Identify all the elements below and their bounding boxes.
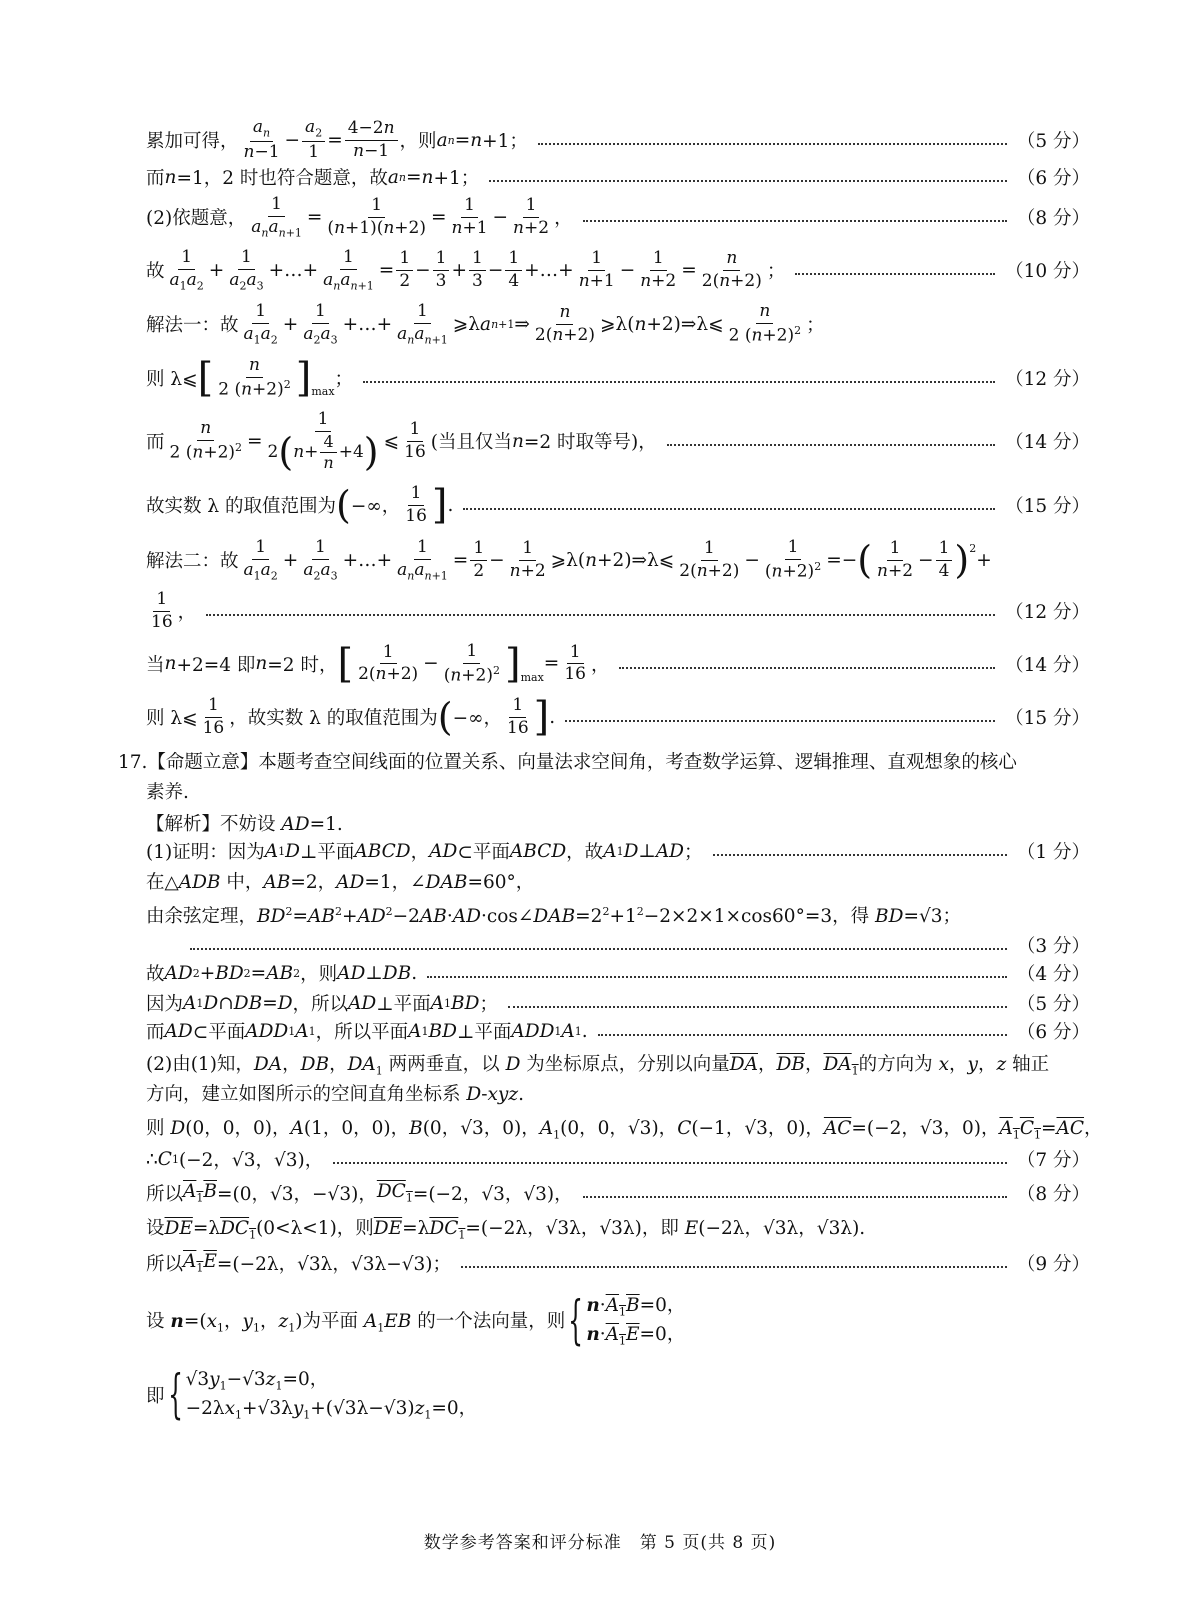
answer-line-25: 则 D(0，0，0)，A(1，0，0)，B(0，√3，0)，$A_1(0$，0，√3)，C(−1，√3，0)，$\overline{AC}=(-2$，√3，0)，$A_1C_1=\overline{AC}$，	[146, 1118, 1103, 1142]
score-label: （6 分）	[1016, 168, 1090, 189]
answer-line-18: 由余弦定理，$BD^2=AB^2+AD^2-2AB\cdot AD\cdot\cos\angle DAB=2^2+1^2-2\times 2\times 1\times\cos 60^\circ=3$，得 BD=√3；	[146, 904, 961, 927]
leader-dots	[565, 720, 995, 722]
leader-dots	[619, 667, 995, 669]
score-label: （3 分）	[1016, 936, 1090, 957]
answer-line-21: 因为 A 1 D ∩ DB = D ，所以 AD ⊥平面 A 1 BD ； （5 分）	[146, 990, 1090, 1016]
score-label: （15 分）	[1005, 708, 1090, 730]
answer-line-29: 所以 $A_1E$ =(−2λ，√3λ，√3λ−√3)； （9 分）	[146, 1251, 1090, 1275]
answer-line-30: 设 $n=(x_1$，$y_1$，$z_1$)为平面 $A_1EB$ 的一个法向量，则 { $n\cdot A_1B=0$， $n\cdot A_1E=0$，	[146, 1290, 686, 1351]
answer-line-24: 方向，建立如图所示的空间直角坐标系 D-xyz.	[146, 1084, 525, 1105]
leader-dots	[333, 1162, 1007, 1164]
answer-line-7: 而 $\frac{n}{2 (n+2)^2}$ = 1 2 ( n + $\frac{4}{n}$ +4 ) ⩽ $\frac{1}{16}$ (当且仅当 n =2 时取等号)， （14 分）	[146, 409, 1090, 475]
answer-line-17: 在△ADB 中，AB=2，AD=1，∠DAB=60°，	[146, 872, 535, 893]
answer-line-10: $\frac{1}{16}$ ， （12 分）	[151, 589, 1090, 632]
leader-dots	[583, 1196, 1007, 1198]
score-label: （6 分）	[1016, 1022, 1090, 1043]
score-label: （14 分）	[1005, 432, 1090, 454]
page-footer: 数学参考答案和评分标准 第 5 页(共 8 页)	[423, 1533, 777, 1553]
answer-line-6: 则 λ⩽ [ $\frac{n}{2 (n+2)^2}$ ] $_{max}$ ； （12 分）	[146, 354, 1090, 401]
leader-dots	[538, 143, 1007, 145]
leader-dots	[598, 1034, 1007, 1036]
answer-line-12: 则 λ⩽ $\frac{1}{16}$ ，故实数 λ 的取值范围为 ( −∞， $\frac{1}{16}$ ] . （15 分）	[146, 694, 1090, 741]
score-label: （8 分）	[1016, 1184, 1090, 1205]
leader-dots	[713, 854, 1007, 856]
score-label: （15 分）	[1005, 496, 1090, 518]
leader-dots	[463, 508, 995, 510]
score-label: （9 分）	[1016, 1254, 1090, 1275]
problem-17-intent: 17.【命题立意】本题考查空间线面的位置关系、向量法求空间角，考查数学运算、逻辑推理、直观想象的核心	[118, 752, 1017, 773]
answer-line-4: 故 $\frac{1}{a_1a_2}$ + $\frac{1}{a_2a_3}$ +…+ $\frac{1}{a_na_{n+1}}$ = $\frac{1}{2}$ − $\frac{1}{3}$ + $\frac{1}{3}$ − $\frac{1}{4}$ +…+ $\frac{1}{n+1}$ − $\frac{1}{n+2}$ = $\frac{n}{2(n+2)}$ ； （10 分）	[146, 247, 1090, 292]
answer-line-11: 当 n +2=4 即 n =2 时， [ $\frac{1}{2(n+2)}$ − $\frac{1}{(n+2)^2}$ ] $_{max}$ = $\frac{1}{16}$ ， （14 分）	[146, 640, 1090, 687]
leader-dots	[489, 180, 1007, 182]
leader-dots	[190, 948, 1007, 950]
answer-line-9: 解法二：故 $\frac{1}{a_1a_2}$ + $\frac{1}{a_2a_3}$ +…+ $\frac{1}{a_na_{n+1}}$ = $\frac{1}{2}$ − $\frac{1}{n+2}$ ⩾λ( n +2)⇒λ⩽ $\frac{1}{2(n+2)}$ − $\frac{1}{(n+2)^2}$ =− ( $\frac{1}{n+2}$ − $\frac{1}{4}$ ) $^2$ +	[146, 537, 992, 583]
answer-line-2: 而 n =1，2 时也符合题意，故 a n = n +1； （6 分）	[146, 164, 1090, 190]
score-label: （5 分）	[1016, 131, 1090, 153]
answer-line-27: 所以 $A_1B$ =(0，√3，−√3)， $DC_1$ =(−2，√3，√3)， （8 分）	[146, 1181, 1090, 1205]
answer-line-19	[190, 932, 1090, 958]
analysis-heading: 【解析】不妨设 AD=1.	[146, 814, 343, 835]
answer-line-31: 即 { $√3y_1-√3z_1=0$， $-2\lambda x_1+√3\lambda y_1+(√3\lambda-√3)z_1=0$，	[146, 1364, 478, 1425]
score-label: （12 分）	[1005, 602, 1090, 624]
answer-line-20: 故 AD 2 + BD 2 = AB 2 ，则 AD ⊥ DB . （4 分）	[146, 960, 1090, 986]
leader-dots	[508, 1006, 1007, 1008]
leader-dots	[667, 444, 995, 446]
answer-line-1: 累加可得， $\frac{a_n}{n-1}$ − $\frac{a_2}{1}$ = $\frac{4-2n}{n-1}$ ，则 a n = n +1； （5 分）	[146, 117, 1090, 163]
answer-line-23: (2)由(1)知，DA，DB，$DA_1$ 两两垂直，以 D 为坐标原点，分别以向量$\overline{DA}$，$\overline{DB}$，$DA_1$的方向为 x，y，z 轴正	[146, 1054, 1050, 1078]
leader-dots	[206, 614, 995, 616]
answer-line-8: 故实数 λ 的取值范围为 ( −∞， $\frac{1}{16}$ ] . （15 分）	[146, 482, 1090, 529]
answer-line-22: 而 AD ⊂平面 ADD 1 A 1 ，所以平面 A 1 BD ⊥平面 ADD 1 A 1 . （6 分）	[146, 1018, 1090, 1044]
score-label: （14 分）	[1005, 654, 1090, 676]
score-label: （8 分）	[1016, 208, 1090, 230]
score-label: （10 分）	[1005, 261, 1090, 283]
leader-dots	[583, 220, 1007, 222]
leader-dots	[427, 976, 1007, 978]
answer-line-26: ∴ C 1 (−2，√3，√3)， （7 分）	[146, 1146, 1090, 1172]
leader-dots	[461, 1266, 1007, 1268]
answer-line-5: 解法一：故 $\frac{1}{a_1a_2}$ + $\frac{1}{a_2a_3}$ +…+ $\frac{1}{a_na_{n+1}}$ ⩾λ a n+1 ⇒ $\frac{n}{2(n+2)}$ ⩾λ( n +2)⇒λ⩽ $\frac{n}{2 (n+2)^2}$ ；	[146, 301, 825, 346]
leader-dots	[363, 381, 995, 383]
answer-line-28: 设$\overline{DE}=\lambda DC_1(0<\lambda<1)$，则$\overline{DE}=\lambda DC_1=(-2\lambda$，√3λ，√3λ)，即 E(−2λ，√3λ，√3λ).	[146, 1218, 866, 1242]
score-label: （7 分）	[1016, 1150, 1090, 1171]
leader-dots	[795, 273, 995, 275]
score-label: （12 分）	[1005, 368, 1090, 390]
score-label: （1 分）	[1016, 842, 1090, 863]
score-label: （5 分）	[1016, 994, 1090, 1015]
score-label: （4 分）	[1016, 964, 1090, 985]
answer-line-16: (1)证明：因为 A 1 D ⊥平面 ABCD ， AD ⊂平面 ABCD ，故 A 1 D ⊥ AD ； （1 分）	[146, 838, 1090, 864]
answer-line-3: (2)依题意， $\frac{1}{a_na_{n+1}}$ = $\frac{1}{(n+1)(n+2)}$ = $\frac{1}{n+1}$ − $\frac{1}{n+2}$ ， （8 分）	[146, 194, 1090, 239]
problem-17-intent-cont: 素养.	[146, 782, 189, 803]
